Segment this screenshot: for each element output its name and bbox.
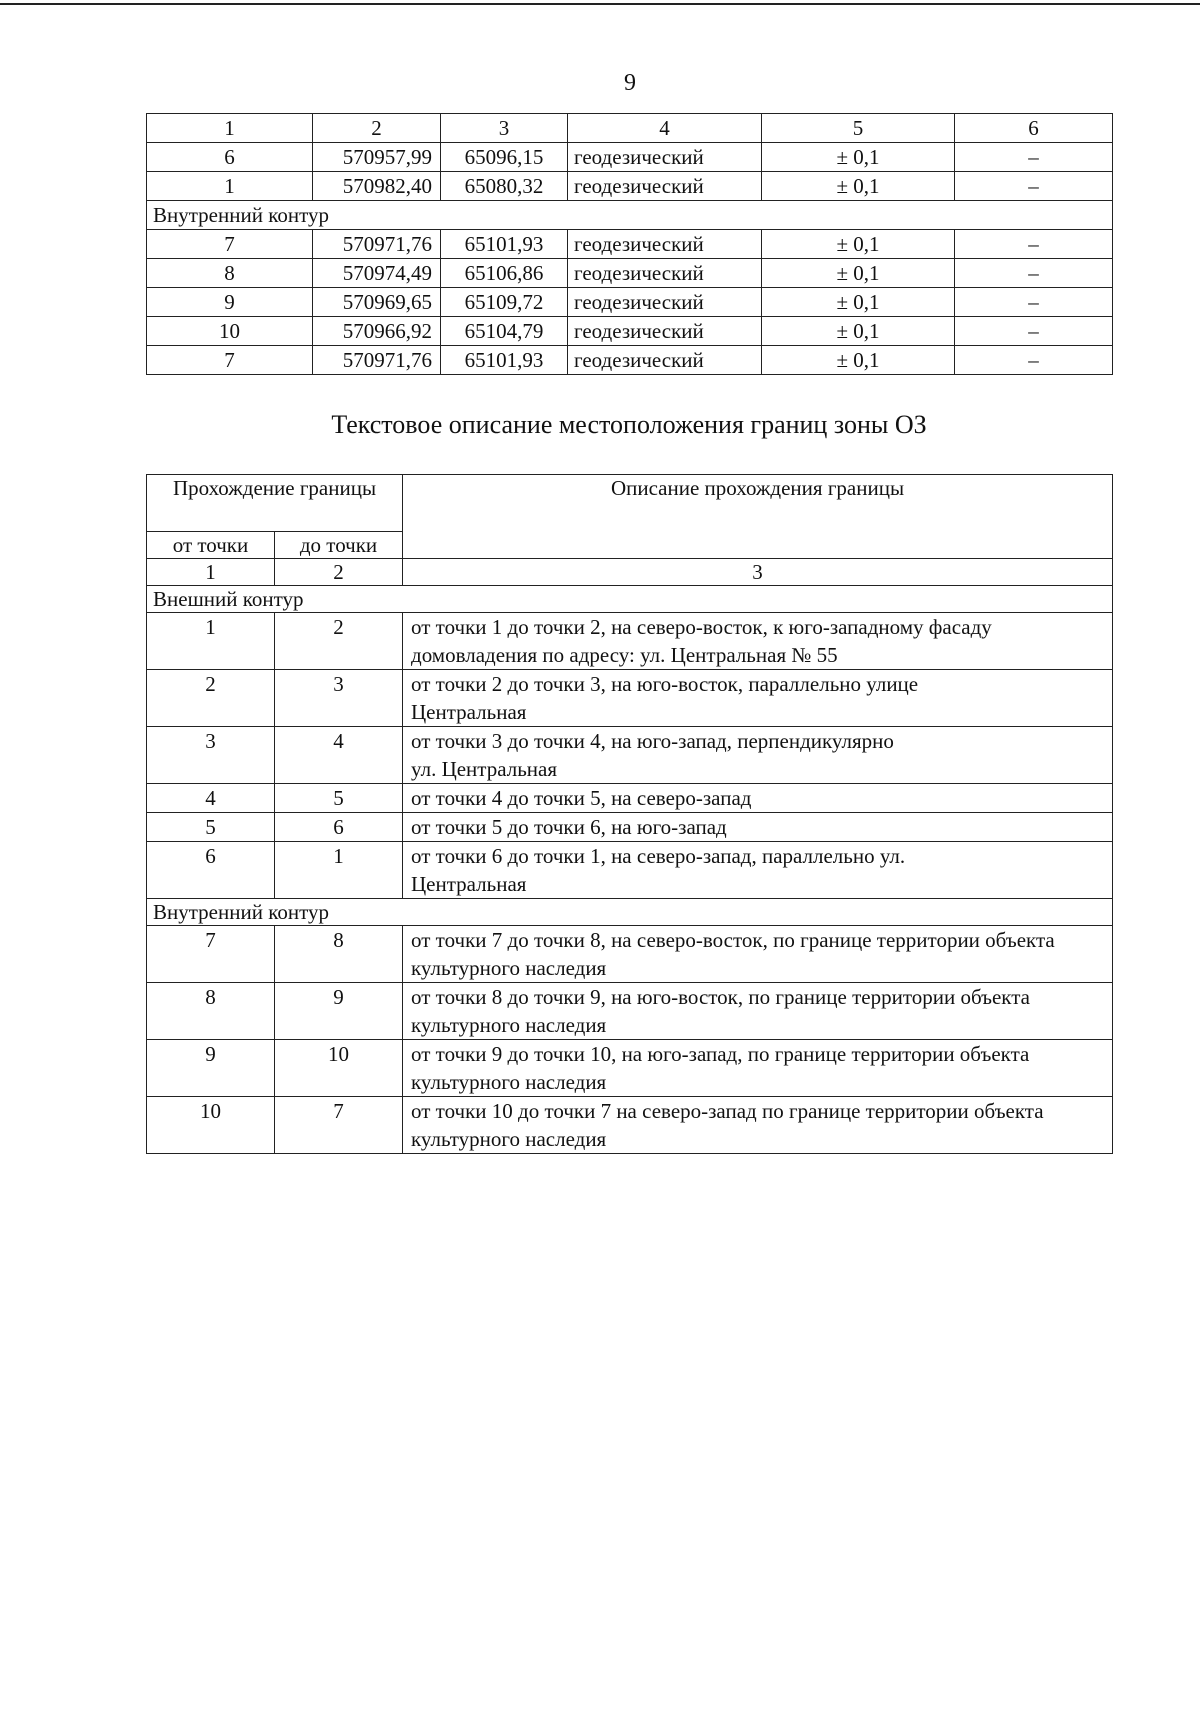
y-coordinate-cell: 65109,72 xyxy=(441,288,568,317)
to-point-cell: 1 xyxy=(275,842,403,899)
y-coordinate-cell: 65080,32 xyxy=(441,172,568,201)
description-cell: от точки 1 до точки 2, на северо-восток, к юго-западному фасаду домовладения по адресу: ул. Центральная № 55 xyxy=(403,613,1113,670)
inner-contour-label: Внутренний контур xyxy=(147,201,1113,230)
section-row xyxy=(147,201,1113,230)
coords-header-cell: 3 xyxy=(441,114,568,143)
table-row xyxy=(147,288,1113,317)
table-row xyxy=(147,1040,1113,1097)
method-cell: геодезический xyxy=(568,259,762,288)
description-cell: от точки 2 до точки 3, на юго-восток, параллельно улице Центральная xyxy=(403,670,1113,727)
accuracy-cell: ± 0,1 xyxy=(762,172,955,201)
dash-cell: – xyxy=(955,259,1113,288)
dash-cell: – xyxy=(955,288,1113,317)
point-number-cell: 7 xyxy=(147,346,313,375)
accuracy-cell: ± 0,1 xyxy=(762,317,955,346)
x-coordinate-cell: 570971,76 xyxy=(313,346,441,375)
table-row xyxy=(147,346,1113,375)
coords-header-cell: 4 xyxy=(568,114,762,143)
point-number-cell: 9 xyxy=(147,288,313,317)
accuracy-cell: ± 0,1 xyxy=(762,230,955,259)
x-coordinate-cell: 570974,49 xyxy=(313,259,441,288)
section-row xyxy=(147,586,1113,613)
page-number: 9 xyxy=(624,70,636,96)
from-point-header: от точки xyxy=(147,532,275,559)
to-point-cell: 5 xyxy=(275,784,403,813)
x-coordinate-cell: 570966,92 xyxy=(313,317,441,346)
from-point-cell: 10 xyxy=(147,1097,275,1154)
passage-header: Прохождение границы xyxy=(147,475,403,532)
method-cell: геодезический xyxy=(568,230,762,259)
description-header: Описание прохождения границы xyxy=(403,475,1113,559)
y-coordinate-cell: 65101,93 xyxy=(441,346,568,375)
from-point-cell: 3 xyxy=(147,727,275,784)
table-row xyxy=(147,317,1113,346)
coords-header-cell: 5 xyxy=(762,114,955,143)
table-row xyxy=(147,983,1113,1040)
point-number-cell: 7 xyxy=(147,230,313,259)
from-point-cell: 6 xyxy=(147,842,275,899)
table-row xyxy=(147,259,1113,288)
point-number-cell: 6 xyxy=(147,143,313,172)
from-point-cell: 7 xyxy=(147,926,275,983)
description-cell: от точки 4 до точки 5, на северо-запад xyxy=(403,784,1113,813)
from-point-cell: 2 xyxy=(147,670,275,727)
method-cell: геодезический xyxy=(568,346,762,375)
to-point-cell: 2 xyxy=(275,613,403,670)
from-point-cell: 4 xyxy=(147,784,275,813)
column-number: 3 xyxy=(403,559,1113,586)
dash-cell: – xyxy=(955,317,1113,346)
to-point-cell: 3 xyxy=(275,670,403,727)
to-point-cell: 4 xyxy=(275,727,403,784)
to-point-cell: 7 xyxy=(275,1097,403,1154)
outer-contour-label: Внешний контур xyxy=(147,586,1113,613)
inner-contour-label: Внутренний контур xyxy=(147,899,1113,926)
column-number: 1 xyxy=(147,559,275,586)
coords-header-row xyxy=(147,114,1113,143)
from-point-cell: 1 xyxy=(147,613,275,670)
coords-header-cell: 2 xyxy=(313,114,441,143)
boundary-description-table xyxy=(146,474,1113,1154)
y-coordinate-cell: 65101,93 xyxy=(441,230,568,259)
description-cell: от точки 6 до точки 1, на северо-запад, параллельно ул. Центральная xyxy=(403,842,1113,899)
accuracy-cell: ± 0,1 xyxy=(762,143,955,172)
column-number: 2 xyxy=(275,559,403,586)
table-row xyxy=(147,143,1113,172)
method-cell: геодезический xyxy=(568,172,762,201)
from-point-cell: 9 xyxy=(147,1040,275,1097)
method-cell: геодезический xyxy=(568,143,762,172)
coords-header-cell: 6 xyxy=(955,114,1113,143)
description-cell: от точки 5 до точки 6, на юго-запад xyxy=(403,813,1113,842)
section-row xyxy=(147,899,1113,926)
table-row xyxy=(147,784,1113,813)
from-point-cell: 8 xyxy=(147,983,275,1040)
description-cell: от точки 9 до точки 10, на юго-запад, по границе территории объекта культурного наследия xyxy=(403,1040,1113,1097)
table-row xyxy=(147,172,1113,201)
table-row xyxy=(147,670,1113,727)
description-cell: от точки 3 до точки 4, на юго-запад, перпендикулярно ул. Центральная xyxy=(403,727,1113,784)
x-coordinate-cell: 570971,76 xyxy=(313,230,441,259)
table-row xyxy=(147,727,1113,784)
to-point-cell: 9 xyxy=(275,983,403,1040)
section-title: Текстовое описание местоположения границ зоны ОЗ xyxy=(331,410,927,439)
description-cell: от точки 8 до точки 9, на юго-восток, по границе территории объекта культурного наследия xyxy=(403,983,1113,1040)
x-coordinate-cell: 570982,40 xyxy=(313,172,441,201)
table-row xyxy=(147,230,1113,259)
from-point-cell: 5 xyxy=(147,813,275,842)
x-coordinate-cell: 570957,99 xyxy=(313,143,441,172)
dash-cell: – xyxy=(955,143,1113,172)
y-coordinate-cell: 65104,79 xyxy=(441,317,568,346)
table-row xyxy=(147,813,1113,842)
description-cell: от точки 10 до точки 7 на северо-запад по границе территории объекта культурного наследия xyxy=(403,1097,1113,1154)
point-number-cell: 10 xyxy=(147,317,313,346)
point-number-cell: 8 xyxy=(147,259,313,288)
dash-cell: – xyxy=(955,172,1113,201)
desc-header-row xyxy=(147,475,1113,532)
table-row xyxy=(147,842,1113,899)
to-point-cell: 6 xyxy=(275,813,403,842)
dash-cell: – xyxy=(955,346,1113,375)
page-top-border xyxy=(0,3,1200,5)
y-coordinate-cell: 65106,86 xyxy=(441,259,568,288)
description-cell: от точки 7 до точки 8, на северо-восток, по границе территории объекта культурного наследия xyxy=(403,926,1113,983)
accuracy-cell: ± 0,1 xyxy=(762,259,955,288)
accuracy-cell: ± 0,1 xyxy=(762,346,955,375)
y-coordinate-cell: 65096,15 xyxy=(441,143,568,172)
accuracy-cell: ± 0,1 xyxy=(762,288,955,317)
coordinates-table xyxy=(146,113,1113,375)
table-row xyxy=(147,1097,1113,1154)
table-row xyxy=(147,613,1113,670)
to-point-cell: 8 xyxy=(275,926,403,983)
to-point-cell: 10 xyxy=(275,1040,403,1097)
table-row xyxy=(147,926,1113,983)
coords-header-cell: 1 xyxy=(147,114,313,143)
method-cell: геодезический xyxy=(568,288,762,317)
column-number-row xyxy=(147,559,1113,586)
dash-cell: – xyxy=(955,230,1113,259)
method-cell: геодезический xyxy=(568,317,762,346)
to-point-header: до точки xyxy=(275,532,403,559)
x-coordinate-cell: 570969,65 xyxy=(313,288,441,317)
point-number-cell: 1 xyxy=(147,172,313,201)
